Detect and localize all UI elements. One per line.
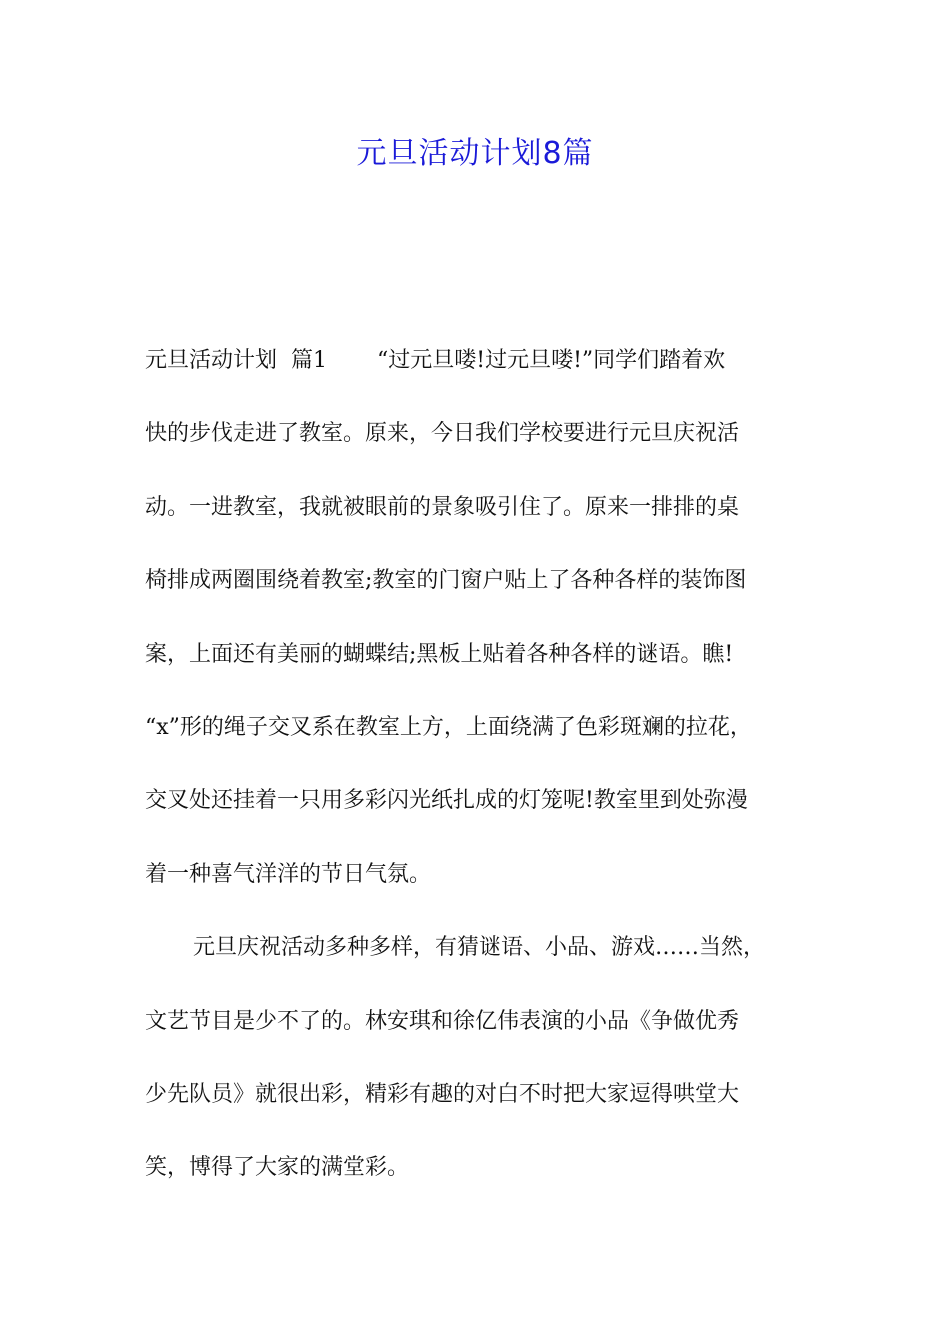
document-body [145, 335, 809, 1216]
text-line [145, 922, 809, 995]
paragraph-line: “x”形的绳子交叉系在教室上方，上面绕满了色彩斑斓的拉花， [145, 714, 752, 740]
text-line [145, 335, 809, 408]
paragraph-line: 快的步伐走进了教室。原来，今日我们学校要进行元旦庆祝活 [145, 421, 740, 447]
paragraph-line: 交叉处还挂着一只用多彩闪光纸扎成的灯笼呢!教室里到处弥漫 [145, 788, 748, 814]
paragraph-line: “过元旦喽!过元旦喽!”同学们踏着欢 [376, 348, 726, 373]
document-title: 元旦活动计划8篇 [356, 136, 594, 171]
paragraph-line: 少先队员》就很出彩，精彩有趣的对白不时把大家逗得哄堂大 [145, 1081, 740, 1107]
paragraph-line: 椅排成两圈围绕着教室;教室的门窗户贴上了各种各样的装饰图 [145, 568, 747, 594]
paragraph-line: 案，上面还有美丽的蝴蝶结;黑板上贴着各种各样的谜语。瞧! [145, 641, 734, 667]
section-heading: 元旦活动计划 篇1 [145, 348, 327, 373]
paragraph-line: 着一种喜气洋洋的节日气氛。 [145, 861, 432, 887]
paragraph-line: 元旦庆祝活动多种多样，有猜谜语、小品、游戏……当然， [193, 935, 766, 961]
paragraph-line: 动。一进教室，我就被眼前的景象吸引住了。原来一排排的桌 [145, 494, 740, 520]
paragraph-line: 文艺节目是少不了的。林安琪和徐亿伟表演的小品《争做优秀 [145, 1008, 740, 1034]
paragraph-line: 笑，博得了大家的满堂彩。 [145, 1155, 410, 1181]
